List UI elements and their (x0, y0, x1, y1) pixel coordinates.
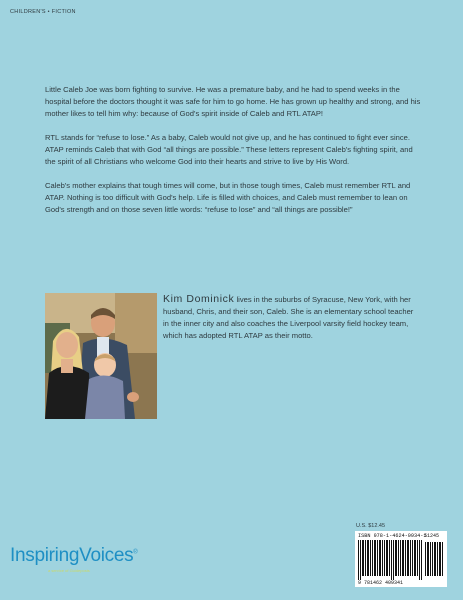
price-code: 51245 (424, 533, 440, 539)
publisher-logo-mark: ® (133, 549, 138, 556)
isbn-barcode (355, 531, 447, 587)
category-label: CHILDREN'S • FICTION (10, 9, 76, 15)
back-cover-blurb (45, 84, 425, 228)
barcode-digits-text: 9 781462 409341 (358, 580, 404, 586)
barcode-bars (358, 540, 444, 580)
isbn-text: ISBN 978-1-4624-0934-1 (358, 533, 427, 539)
blurb-paragraph-3: Caleb's mother explains that tough times will come, but in those tough times, Caleb must remember RTL and ATAP. Nothing is too difficult with God's help. Life is filled with choices, and Caleb must remember to lean on God's strength and on those seven little words: “refuse to lose” and “all things are possible!” (45, 181, 411, 214)
barcode-digits (358, 580, 444, 586)
publisher-logo (10, 545, 137, 567)
blurb-paragraph-1: Little Caleb Joe was born fighting to survive. He was a premature baby, and he had to spend weeks in the hospital before the doctors thought it was safe for him to go home. He has grown up healthy and strong, and his mother likes to tell him why: because of God's spirit inside of Caleb and RTL ATAP! (45, 85, 421, 118)
blurb-paragraph-2: RTL stands for “refuse to lose.” As a baby, Caleb would not give up, and he has continued to fight ever since. ATAP reminds Caleb that with God “all things are possible.” These letters represent Caleb's fighting spirit, and the spirit of all Christians who welcome God into their hearts and strive to live by His Word. (45, 133, 413, 166)
price-label: U.S. $12.45 (356, 523, 386, 529)
author-bio-text: lives in the suburbs of Syracuse, New York, with her husband, Chris, and their son, Caleb. She is an elementary school teacher in the inner city and also coaches the Liverpool varsity field hockey team, which has adopted RTL ATAP as their motto. (163, 295, 414, 340)
author-photo (45, 293, 157, 419)
author-name: Kim Dominick (163, 293, 235, 305)
publisher-tagline: a service of Guideposts (48, 568, 90, 573)
publisher-logo-text: InspiringVoices (10, 545, 134, 566)
author-bio (163, 293, 421, 342)
